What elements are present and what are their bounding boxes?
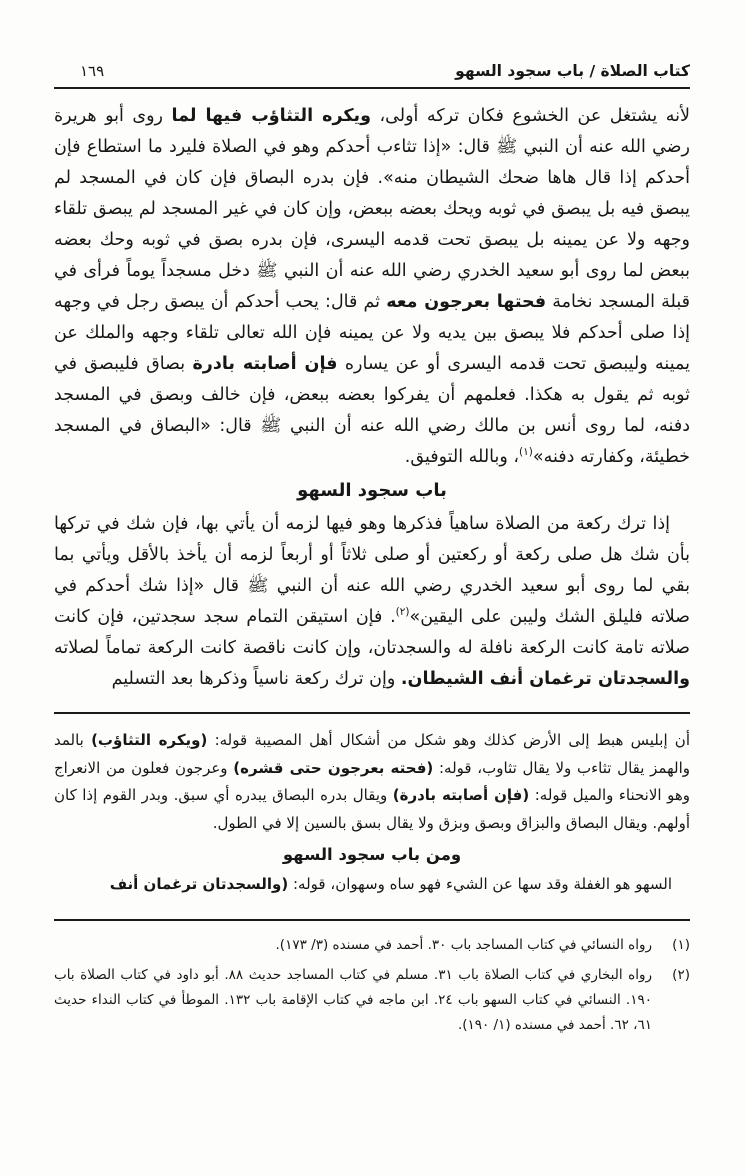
footnotes-list bbox=[54, 933, 690, 1038]
main-paragraph-2 bbox=[54, 509, 690, 695]
text-run: لأنه يشتغل عن الخشوع فكان تركه أولى، bbox=[371, 106, 691, 126]
bold-phrase: ويكره التثاؤب فيها لما bbox=[171, 106, 371, 126]
bold-phrase: (والسجدتان ترغمان أنف bbox=[109, 875, 289, 893]
text-run: ويقال بدره البصاق يبدره أي سبق. وبدر القوم إذا كان أولهم. ويقال البصاق والبزاق وبصق وبزق ولا يقال بسق بالسين إلا في الطول. bbox=[54, 786, 690, 832]
footnote-reference: (٢) bbox=[395, 606, 410, 618]
commentary-paragraph-1 bbox=[54, 727, 690, 837]
main-text-section bbox=[54, 101, 690, 695]
main-paragraph-1 bbox=[54, 101, 690, 473]
commentary-heading-sujud-sahw: ومن باب سجود السهو bbox=[282, 845, 462, 864]
footnote-1-text: رواه النسائي في كتاب المساجد باب ٣٠. أحمد في مسنده (٣/ ١٧٣). bbox=[275, 936, 652, 953]
page-header bbox=[54, 62, 690, 80]
bold-phrase: والسجدتان ترغمان أنف الشيطان. bbox=[400, 669, 690, 689]
text-run: إذا ترك ركعة من الصلاة ساهياً فذكرها وهو فيها لزمه أن يأتي بها، فإن شك في تركها بأن شك هل صلى ركعة أو ركعتين أو صلى ثلاثاً أو أربعاً لزمه أن يأخذ بالأقل ويأتي بما بقي لما روى أبو سعيد الخدري رضي الله عنه أن النبي ﷺ قال «إذا شك أحدكم في صلاته فليلق الشك وليبن على اليقين» bbox=[54, 514, 691, 627]
footnote-1 bbox=[54, 933, 690, 958]
bold-phrase: (ويكره التثاؤب) bbox=[91, 731, 208, 749]
commentary-separator-rule bbox=[54, 712, 690, 714]
text-run: وعرجون فعلون من الانعراج وهو الانحناء والميل قوله: bbox=[54, 758, 690, 804]
text-run: السهو هو الغفلة وقد سها عن الشيء فهو ساه وسهوان، قوله: bbox=[288, 875, 672, 893]
footnote-rule bbox=[54, 919, 690, 921]
page-number: ١٦٩ bbox=[80, 62, 105, 80]
text-run: روى أبو هريرة رضي الله عنه أن النبي ﷺ قال: «إذا تثاءب أحدكم وهو في الصلاة فليرد ما استطاع فإن أحدكم إذا قال هاها ضحك الشيطان منه». فإن بدره البصاق فإن كان في المسجد لم يبصق فيه بل يبصق في ثوبه ويحك بعضه ببعض، وإن كان في غير المسجد لم يبصق تلقاء وجهه ولا عن يمينه بل يبصق تحت قدمه اليسرى، فإن بدره بصق في ثوبه وحك بعضه ببعض لما روى أبو سعيد الخدري رضي الله عنه أن النبي ﷺ دخل مسجداً يوماً فرأى في قبلة المسجد نخامة bbox=[54, 106, 690, 312]
footnote-reference: (١) bbox=[519, 446, 533, 458]
footnote-2 bbox=[54, 963, 690, 1038]
bold-phrase: (فإن أصابته بادرة) bbox=[392, 786, 530, 804]
footnote-1-marker: (١) bbox=[672, 936, 690, 953]
text-run: ، وبالله التوفيق. bbox=[404, 447, 520, 467]
header-rule bbox=[54, 87, 690, 89]
text-run: بالمد والهمز يقال تثاءب ولا يقال تثاوب، قوله: bbox=[54, 731, 690, 777]
text-run: ثم قال: يحب أحدكم أن يبصق رجل في وجهه إذا صلى أحدكم فلا يبصق بين يديه ولا عن يمينه فإن الله تعالى تلقاء وجهه والملك عن يمينه وليبصق تحت قدمه اليسرى أو عن يساره bbox=[54, 292, 690, 374]
footnote-2-marker: (٢) bbox=[672, 966, 690, 983]
bold-phrase: فحتها بعرجون معه bbox=[386, 292, 547, 312]
running-title: كتاب الصلاة / باب سجود السهو bbox=[455, 62, 690, 80]
chapter-heading-sujud-sahw: باب سجود السهو bbox=[297, 480, 447, 501]
text-run: وإن ترك ركعة ناسياً وذكرها بعد التسليم bbox=[111, 669, 401, 689]
text-run: أن إبليس هبط إلى الأرض كذلك وهو شكل من أشكال أهل المصيبة قوله: bbox=[207, 731, 690, 749]
bold-phrase: (فحته بعرجون حتى قشره) bbox=[233, 758, 434, 777]
commentary-paragraph-2 bbox=[54, 871, 690, 899]
footnotes-section bbox=[54, 919, 690, 1038]
bold-phrase: فإن أصابته بادرة bbox=[192, 354, 338, 374]
text-run: بصاق فليبصق في ثوبه ثم يقول به هكذا. فعلمهم أن يفركوا بعضه ببعض، فإن خالف وبصق في المسجد دفنه، لما روى أنس بن مالك رضي الله عنه أن النبي ﷺ قال: «البصاق في المسجد خطيئة، وكفارته دفنه» bbox=[54, 354, 690, 467]
text-run: . فإن استيقن التمام سجد سجدتين، فإن كانت صلاته تامة كانت الركعة نافلة له والسجدتان، وإن كانت ناقصة كانت الركعة تماماً لصلاته bbox=[54, 607, 690, 658]
commentary-section bbox=[54, 727, 690, 899]
footnote-2-text: رواه البخاري في كتاب الصلاة باب ٣١. مسلم في كتاب المساجد حديث ٨٨. أبو داود في كتاب الصلاة باب ١٩٠. النسائي في كتاب السهو باب ٢٤. ابن ماجه في كتاب الإقامة باب ١٣٢. الموطأ في كتاب النداء حديث ٦١، ٦٢. أحمد في مسنده (١/ ١٩٠). bbox=[54, 966, 653, 1033]
